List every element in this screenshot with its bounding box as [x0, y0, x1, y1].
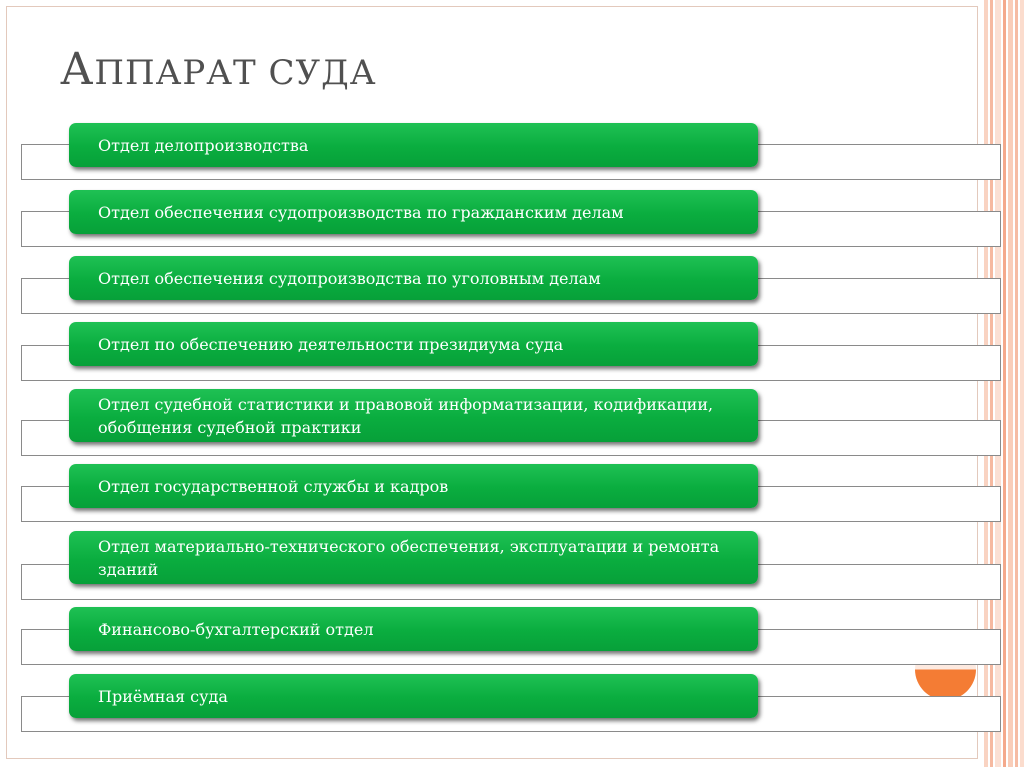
title-first-letter: А: [60, 44, 95, 95]
department-box: [69, 389, 758, 442]
department-label: Приёмная суда: [98, 686, 228, 706]
department-box: [69, 607, 758, 651]
department-box: [69, 464, 758, 508]
department-label: Отдел материально-технического обеспечения, эксплуатации и ремонта зданий: [98, 536, 720, 579]
department-box: [69, 256, 758, 300]
department-box: [69, 531, 758, 584]
department-label: Отдел по обеспечению деятельности президиума суда: [98, 334, 564, 354]
department-box: [69, 190, 758, 234]
department-box: [69, 674, 758, 718]
department-label: Отдел судебной статистики и правовой информатизации, кодификации, обобщения судебной практики: [98, 394, 714, 437]
department-label: Отдел государственной службы и кадров: [98, 476, 449, 496]
department-label: Отдел обеспечения судопроизводства по уголовным делам: [98, 268, 601, 288]
department-box: [69, 123, 758, 167]
department-box: [69, 322, 758, 366]
title-rest: ППАРАТ СУДА: [94, 53, 377, 93]
department-label: Финансово-бухгалтерский отдел: [98, 619, 374, 639]
department-label: Отдел обеспечения судопроизводства по гражданским делам: [98, 202, 624, 222]
department-label: Отдел делопроизводства: [98, 135, 309, 155]
